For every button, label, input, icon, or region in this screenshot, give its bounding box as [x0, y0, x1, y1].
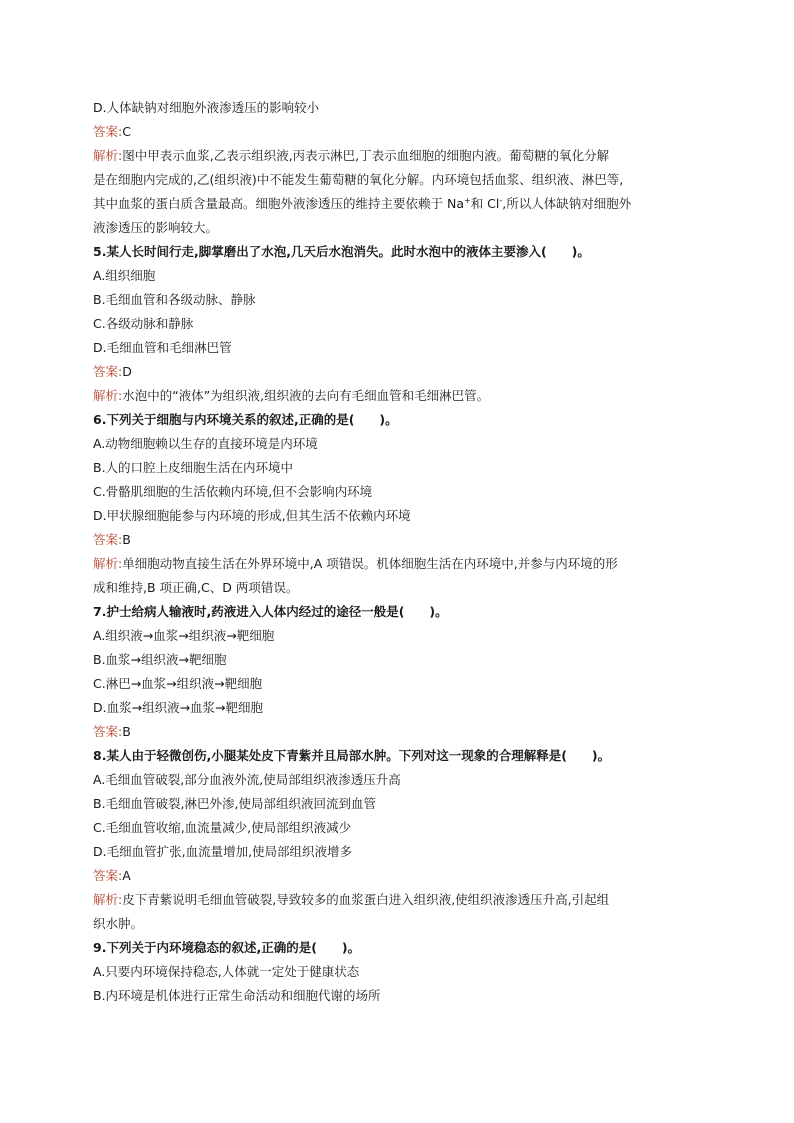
analysis-text: 水泡中的“液体”为组织液,组织液的去向有毛细血管和毛细淋巴管。	[122, 388, 490, 403]
answer-label: 答案:	[93, 868, 123, 883]
analysis-label: 解析:	[93, 892, 123, 907]
option-a: A.组织液→血浆→组织液→靶细胞	[93, 628, 275, 643]
option-b: B.毛细血管和各级动脉、静脉	[93, 292, 256, 307]
answer-value: A	[122, 868, 131, 883]
option-d: D.甲状腺细胞能参与内环境的形成,但其生活不依赖内环境	[93, 508, 411, 523]
option-c: C.淋巴→血浆→组织液→靶细胞	[93, 676, 263, 691]
answer-line	[93, 120, 721, 144]
analysis-line: 是在细胞内完成的,乙(组织液)中不能发生葡萄糖的氧化分解。内环境包括血浆、组织液、淋巴等,	[93, 172, 624, 187]
question-stem: 5.某人长时间行走,脚掌磨出了水泡,几天后水泡消失。此时水泡中的液体主要渗入( )。	[93, 244, 590, 259]
answer-line	[93, 864, 721, 888]
answer-value: B	[122, 724, 131, 739]
analysis-label: 解析:	[93, 388, 123, 403]
analysis-line	[93, 144, 721, 168]
analysis-line: 其中血浆的蛋白质含量最高。细胞外液渗透压的维持主要依赖于 Na+和 Cl-,所以人体缺钠对细胞外	[93, 195, 632, 211]
option-d: D.毛细血管和毛细淋巴管	[93, 340, 232, 355]
answer-line	[93, 360, 721, 384]
option-b: B.内环境是机体进行正常生命活动和细胞代谢的场所	[93, 988, 381, 1003]
answer-label: 答案:	[93, 532, 123, 547]
option-a: A.动物细胞赖以生存的直接环境是内环境	[93, 436, 318, 451]
answer-label: 答案:	[93, 364, 123, 379]
superscript-minus: -	[499, 195, 503, 205]
analysis-line: 成和维持,B 项正确,C、D 两项错误。	[93, 580, 299, 595]
option-a: A.组织细胞	[93, 268, 156, 283]
option-d: D.人体缺钠对细胞外液渗透压的影响较小	[93, 100, 320, 115]
question-stem: 7.护士给病人输液时,药液进入人体内经过的途径一般是( )。	[93, 604, 448, 619]
option-a: A.毛细血管破裂,部分血液外流,使局部组织液渗透压升高	[93, 772, 401, 787]
analysis-text: 皮下青紫说明毛细血管破裂,导致较多的血浆蛋白进入组织液,使组织液渗透压升高,引起组	[122, 892, 610, 907]
analysis-line: 织水肿。	[93, 916, 144, 931]
answer-value: B	[122, 532, 131, 547]
answer-value: C	[122, 124, 131, 139]
option-c: C.各级动脉和静脉	[93, 316, 194, 331]
answer-value: D	[122, 364, 132, 379]
analysis-text: 图中甲表示血浆,乙表示组织液,丙表示淋巴,丁表示血细胞的细胞内液。葡萄糖的氧化分解	[122, 148, 610, 163]
analysis-line	[93, 384, 721, 408]
analysis-line: 液渗透压的影响较大。	[93, 220, 219, 235]
analysis-line	[93, 552, 721, 576]
analysis-label: 解析:	[93, 148, 123, 163]
question-stem: 9.下列关于内环境稳态的叙述,正确的是( )。	[93, 940, 361, 955]
option-a: A.只要内环境保持稳态,人体就一定处于健康状态	[93, 964, 360, 979]
option-d: D.血浆→组织液→血浆→靶细胞	[93, 700, 264, 715]
question-stem: 6.下列关于细胞与内环境关系的叙述,正确的是( )。	[93, 412, 398, 427]
answer-label: 答案:	[93, 724, 123, 739]
superscript-plus: +	[464, 195, 471, 205]
answer-label: 答案:	[93, 124, 123, 139]
document-page	[93, 96, 721, 1008]
answer-line	[93, 720, 721, 744]
option-c: C.毛细血管收缩,血流量减少,使局部组织液减少	[93, 820, 352, 835]
analysis-text: 单细胞动物直接生活在外界环境中,A 项错误。机体细胞生活在内环境中,并参与内环境的形	[122, 556, 618, 571]
answer-line	[93, 528, 721, 552]
option-b: B.毛细血管破裂,淋巴外渗,使局部组织液回流到血管	[93, 796, 376, 811]
option-c: C.骨骼肌细胞的生活依赖内环境,但不会影响内环境	[93, 484, 373, 499]
option-d: D.毛细血管扩张,血流量增加,使局部组织液增多	[93, 844, 353, 859]
option-b: B.人的口腔上皮细胞生活在内环境中	[93, 460, 294, 475]
analysis-line	[93, 888, 721, 912]
option-b: B.血浆→组织液→靶细胞	[93, 652, 227, 667]
analysis-label: 解析:	[93, 556, 123, 571]
question-stem: 8.某人由于轻微创伤,小腿某处皮下青紫并且局部水肿。下列对这一现象的合理解释是( )。	[93, 748, 611, 763]
